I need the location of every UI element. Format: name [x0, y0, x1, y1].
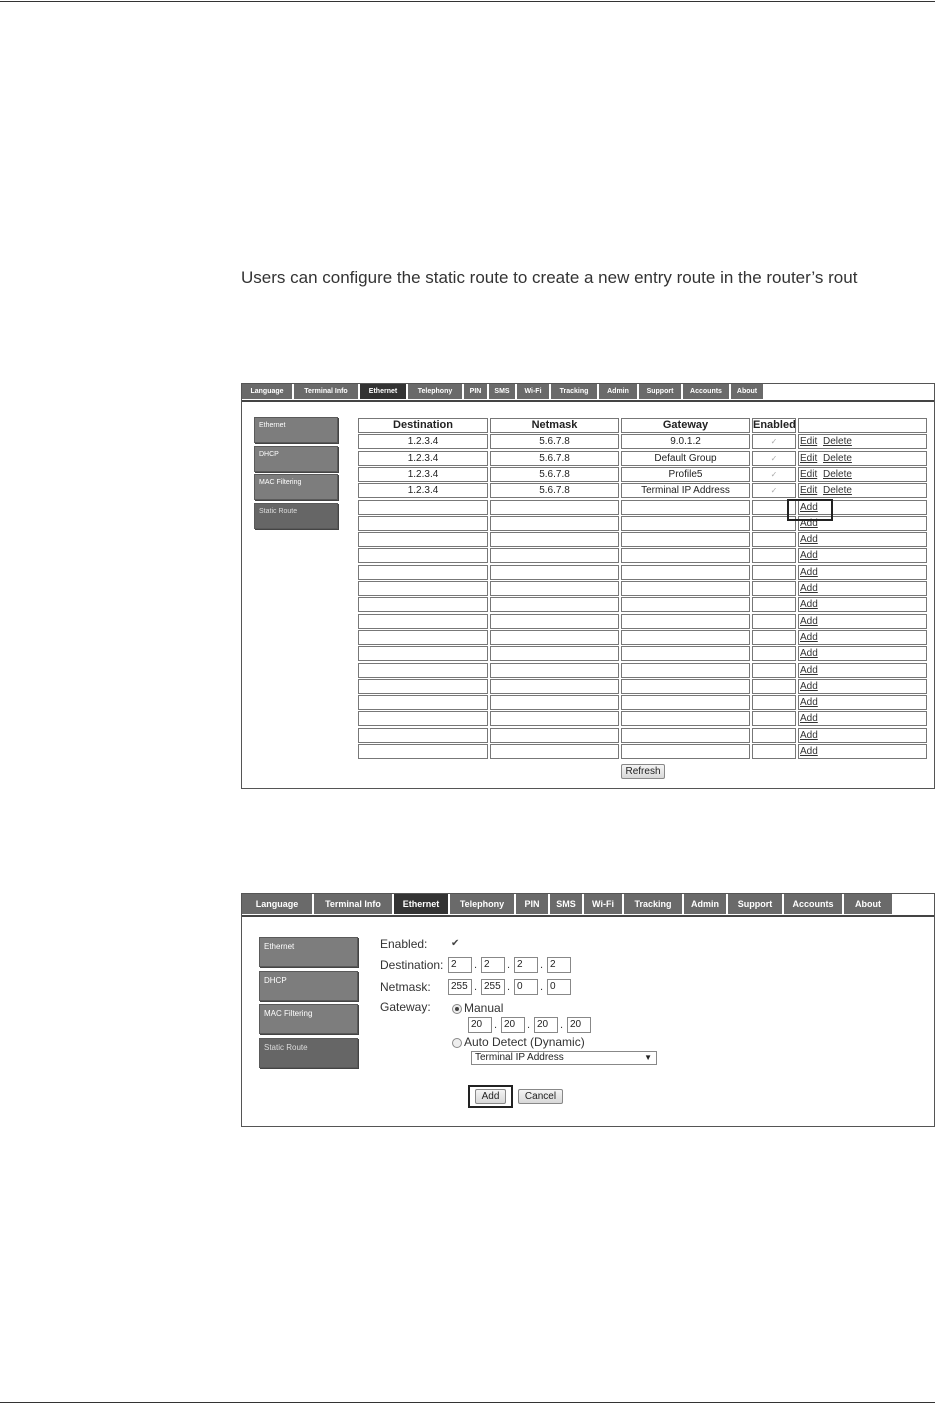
table-cell — [752, 744, 796, 759]
table-cell — [621, 663, 750, 678]
table-cell — [358, 614, 488, 629]
ip-separator: . — [494, 1019, 498, 1031]
tab-ethernet[interactable]: Ethernet — [360, 384, 408, 399]
table-cell: 5.6.7.8 — [490, 434, 619, 449]
table-cell — [490, 532, 619, 547]
refresh-button[interactable]: Refresh — [621, 764, 665, 779]
table-cell: Terminal IP Address — [621, 483, 750, 498]
bottom-rule — [0, 1402, 935, 1403]
auto-detect-label: Auto Detect (Dynamic) — [464, 1035, 585, 1049]
tab-sms[interactable]: SMS — [489, 384, 517, 399]
ip-octet-input[interactable]: 0 — [514, 979, 538, 995]
table-cell — [752, 695, 796, 710]
delete-link[interactable]: Delete — [823, 468, 852, 480]
add-link[interactable]: Add — [800, 680, 818, 692]
table-cell — [752, 532, 796, 547]
tab-pin[interactable]: PIN — [516, 894, 550, 914]
ip-octet-input[interactable]: 0 — [547, 979, 571, 995]
table-cell — [752, 728, 796, 743]
table-cell — [490, 728, 619, 743]
table-cell — [621, 695, 750, 710]
tab-accounts[interactable]: Accounts — [784, 894, 844, 914]
tab-tracking[interactable]: Tracking — [551, 384, 599, 399]
table-cell — [490, 548, 619, 563]
table-cell — [490, 711, 619, 726]
delete-link[interactable]: Delete — [823, 485, 852, 497]
add-link[interactable]: Add — [800, 729, 818, 741]
enabled-checkbox[interactable]: ✓ — [752, 467, 796, 482]
add-link[interactable]: Add — [800, 697, 818, 709]
tab-bar-underline — [242, 915, 934, 917]
tab-pin[interactable]: PIN — [464, 384, 489, 399]
table-cell — [621, 711, 750, 726]
table-cell — [752, 565, 796, 580]
tab-admin[interactable]: Admin — [684, 894, 728, 914]
ip-octet-input[interactable]: 2 — [481, 957, 505, 973]
table-cell — [752, 679, 796, 694]
table-cell — [358, 744, 488, 759]
table-cell — [621, 597, 750, 612]
table-cell — [358, 565, 488, 580]
table-cell — [798, 483, 927, 498]
table-cell: 5.6.7.8 — [490, 467, 619, 482]
destination-label: Destination: — [380, 958, 444, 972]
manual-label: Manual — [464, 1001, 504, 1015]
enabled-checkbox[interactable]: ✓ — [752, 451, 796, 466]
ip-octet-input[interactable]: 2 — [547, 957, 571, 973]
tab-support[interactable]: Support — [639, 384, 683, 399]
column-header — [798, 418, 927, 433]
tab-accounts[interactable]: Accounts — [683, 384, 731, 399]
delete-link[interactable]: Delete — [823, 452, 852, 464]
table-cell — [752, 581, 796, 596]
edit-link[interactable]: Edit — [800, 452, 818, 464]
table-cell — [358, 516, 488, 531]
table-cell — [490, 663, 619, 678]
sidebar-item-dhcp[interactable]: DHCP — [254, 446, 338, 472]
sidebar-item-mac-filtering[interactable]: MAC Filtering — [254, 474, 338, 500]
sidebar-item-static-route[interactable]: Static Route — [254, 503, 338, 529]
tab-wi-fi[interactable]: Wi-Fi — [517, 384, 551, 399]
table-cell — [621, 646, 750, 661]
route-table-screenshot — [241, 383, 935, 789]
table-cell — [621, 614, 750, 629]
table-cell — [358, 630, 488, 645]
tab-sms[interactable]: SMS — [550, 894, 584, 914]
table-cell — [490, 630, 619, 645]
add-link[interactable]: Add — [800, 566, 818, 578]
enabled-checkbox[interactable]: ✓ — [752, 434, 796, 449]
table-cell — [798, 451, 927, 466]
table-cell — [490, 565, 619, 580]
table-cell — [752, 597, 796, 612]
add-button[interactable]: Add — [475, 1089, 506, 1104]
table-cell — [358, 663, 488, 678]
table-cell — [752, 663, 796, 678]
table-cell: 5.6.7.8 — [490, 451, 619, 466]
table-cell — [358, 581, 488, 596]
table-cell: Default Group — [621, 451, 750, 466]
table-cell — [490, 581, 619, 596]
ip-octet-input[interactable]: 20 — [567, 1017, 591, 1033]
add-link[interactable]: Add — [800, 615, 818, 627]
add-link[interactable]: Add — [800, 713, 818, 725]
column-header: Destination — [358, 418, 488, 433]
sidebar-item-static-route[interactable]: Static Route — [259, 1038, 358, 1068]
table-cell — [358, 646, 488, 661]
add-highlight-box — [787, 499, 833, 521]
tab-about[interactable]: About — [731, 384, 765, 399]
add-link[interactable]: Add — [800, 517, 818, 529]
ip-separator: . — [560, 1019, 564, 1031]
ip-octet-input[interactable]: 20 — [468, 1017, 492, 1033]
table-cell — [358, 711, 488, 726]
auto-detect-radio[interactable] — [452, 1038, 462, 1048]
table-cell — [490, 744, 619, 759]
delete-link[interactable]: Delete — [823, 436, 852, 448]
auto-detect-select[interactable] — [471, 1051, 657, 1065]
tab-support[interactable]: Support — [728, 894, 784, 914]
edit-link[interactable]: Edit — [800, 436, 818, 448]
manual-radio[interactable] — [452, 1004, 462, 1014]
table-cell — [358, 500, 488, 515]
column-header: Enabled — [753, 419, 796, 431]
table-cell — [358, 548, 488, 563]
table-cell: 1.2.3.4 — [358, 434, 488, 449]
ip-separator: . — [507, 959, 511, 971]
table-cell — [490, 500, 619, 515]
table-cell — [621, 532, 750, 547]
add-route-screenshot — [241, 893, 935, 1127]
tab-bar — [242, 384, 765, 399]
table-cell — [358, 532, 488, 547]
sidebar-item-dhcp[interactable]: DHCP — [259, 971, 358, 1001]
table-cell — [358, 695, 488, 710]
table-cell — [621, 548, 750, 563]
table-cell — [621, 565, 750, 580]
ip-octet-input[interactable]: 2 — [448, 957, 472, 973]
table-cell — [621, 630, 750, 645]
table-cell — [752, 548, 796, 563]
edit-link[interactable]: Edit — [800, 485, 818, 497]
add-link[interactable]: Add — [800, 583, 818, 594]
netmask-label: Netmask: — [380, 980, 431, 994]
sidebar-item-mac-filtering[interactable]: MAC Filtering — [259, 1004, 358, 1034]
table-cell — [490, 597, 619, 612]
cancel-button[interactable]: Cancel — [518, 1089, 563, 1104]
table-cell: 1.2.3.4 — [358, 483, 488, 498]
gateway-label: Gateway: — [380, 1000, 431, 1014]
ip-octet-input[interactable]: 255 — [481, 979, 505, 995]
tab-language[interactable]: Language — [242, 894, 314, 914]
add-link[interactable]: Add — [800, 648, 818, 660]
table-cell — [752, 614, 796, 629]
table-cell: Profile5 — [621, 467, 750, 482]
ip-octet-input[interactable]: 2 — [514, 957, 538, 973]
table-cell: 5.6.7.8 — [490, 483, 619, 498]
tab-telephony[interactable]: Telephony — [450, 894, 516, 914]
enabled-checkbox[interactable]: ✔ — [451, 938, 460, 949]
table-cell — [621, 728, 750, 743]
add-link[interactable]: Add — [800, 746, 818, 757]
tab-bar-underline — [242, 400, 934, 402]
table-cell — [490, 679, 619, 694]
table-cell: 9.0.1.2 — [621, 434, 750, 449]
ip-separator: . — [540, 981, 544, 993]
table-cell — [358, 679, 488, 694]
table-cell — [798, 467, 927, 482]
ip-separator: . — [474, 959, 478, 971]
table-cell — [798, 434, 927, 449]
tab-telephony[interactable]: Telephony — [408, 384, 464, 399]
tab-bar — [242, 894, 894, 914]
add-link[interactable]: Add — [800, 599, 818, 611]
table-cell — [752, 630, 796, 645]
tab-ethernet[interactable]: Ethernet — [394, 894, 450, 914]
table-cell — [621, 581, 750, 596]
table-cell — [621, 516, 750, 531]
enabled-label: Enabled: — [380, 937, 428, 951]
add-link[interactable]: Add — [800, 501, 818, 513]
column-header: Gateway — [621, 418, 750, 433]
add-link[interactable]: Add — [800, 631, 818, 643]
ip-octet-input[interactable]: 20 — [534, 1017, 558, 1033]
intro-text: Users can configure the static route to create a new entry route in the router’s rout — [241, 268, 858, 287]
table-cell — [358, 728, 488, 743]
table-cell — [490, 646, 619, 661]
table-cell — [621, 744, 750, 759]
tab-admin[interactable]: Admin — [599, 384, 639, 399]
add-link[interactable]: Add — [800, 550, 818, 562]
tab-wi-fi[interactable]: Wi-Fi — [584, 894, 624, 914]
table-cell — [621, 679, 750, 694]
table-cell — [752, 646, 796, 661]
table-cell — [621, 500, 750, 515]
tab-language[interactable]: Language — [242, 384, 294, 399]
ip-separator: . — [474, 981, 478, 993]
table-cell — [358, 597, 488, 612]
table-cell: 1.2.3.4 — [358, 467, 488, 482]
sidebar-item-ethernet[interactable]: Ethernet — [254, 417, 338, 443]
auto-detect-select-value: Terminal IP Address — [475, 1052, 564, 1063]
ip-octet-input[interactable]: 255 — [448, 979, 472, 995]
tab-terminal-info[interactable]: Terminal Info — [314, 894, 394, 914]
add-link[interactable]: Add — [800, 534, 818, 546]
ip-separator: . — [527, 1019, 531, 1031]
table-cell — [490, 614, 619, 629]
ip-separator: . — [540, 959, 544, 971]
sidebar-item-ethernet[interactable]: Ethernet — [259, 937, 358, 967]
column-header: Netmask — [490, 418, 619, 433]
add-link[interactable]: Add — [800, 664, 818, 676]
table-cell — [752, 711, 796, 726]
ip-octet-input[interactable]: 20 — [501, 1017, 525, 1033]
edit-link[interactable]: Edit — [800, 468, 818, 480]
enabled-checkbox[interactable]: ✓ — [752, 483, 796, 498]
tab-about[interactable]: About — [844, 894, 894, 914]
table-cell — [490, 516, 619, 531]
table-cell — [490, 695, 619, 710]
ip-separator: . — [507, 981, 511, 993]
chevron-down-icon: ▼ — [644, 1053, 652, 1062]
tab-tracking[interactable]: Tracking — [624, 894, 684, 914]
top-rule — [0, 1, 935, 2]
table-cell: 1.2.3.4 — [358, 451, 488, 466]
tab-terminal-info[interactable]: Terminal Info — [294, 384, 360, 399]
